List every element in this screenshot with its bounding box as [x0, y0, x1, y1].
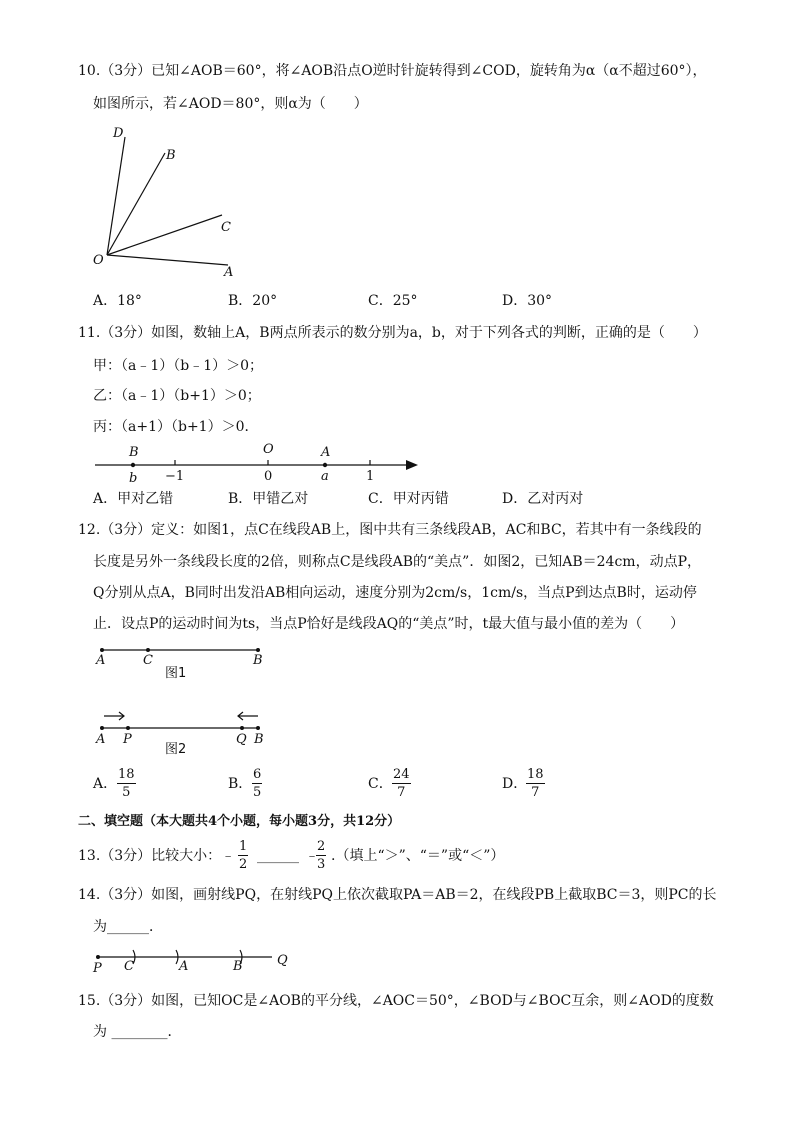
fig2-label-b: B: [254, 732, 264, 747]
q12-option-b-fraction: 6 5: [253, 767, 262, 800]
fig2-caption: 图2: [165, 742, 187, 757]
fig1-caption: 图1: [165, 666, 187, 681]
q14-label-p: P: [93, 961, 102, 976]
fig2-label-p: P: [123, 732, 132, 747]
arc-c: [133, 950, 135, 964]
q10-option-a[interactable]: A．18°: [93, 293, 142, 309]
q15-line1: 15.（3分）如图，已知OC是∠AOB的平分线，∠AOC＝50°，∠BOD与∠BOC互余，则∠AOD的度数: [78, 993, 714, 1009]
q14-label-b: B: [233, 959, 243, 974]
q12-line2: 长度是另外一条线段长度的2倍，则称点C是线段AB的“美点”．如图2，已知AB＝24cm，动点P，: [93, 554, 701, 570]
q13-fraction1: 1 2: [239, 839, 248, 872]
arc-a: [176, 950, 178, 964]
q12-option-a-fraction: 18 5: [118, 767, 135, 800]
q14-label-c: C: [124, 959, 134, 974]
q10-option-d[interactable]: D．30°: [502, 293, 553, 309]
q10-line2: 如图所示，若∠AOD＝80°，则α为（ ）: [93, 96, 368, 112]
arrow-left-icon: [238, 712, 258, 720]
q12-option-b-prefix[interactable]: B．: [228, 776, 253, 792]
axis-tick-minus1: −1: [165, 469, 185, 484]
axis-tick-0: 0: [264, 469, 273, 484]
q15-line2: 为 ________．: [93, 1024, 182, 1040]
axis-label-a-upper: A: [321, 445, 331, 460]
q13-fraction2: 2 3: [317, 839, 326, 872]
q12-line1: 12.（3分）定义：如图1，点C在线段AB上，图中共有三条线段AB，AC和BC，若其中有一条线段的: [78, 522, 702, 538]
q11-option-c[interactable]: C．甲对丙错: [368, 491, 449, 507]
ray-od: [107, 137, 125, 255]
q14-label-a: A: [179, 959, 189, 974]
q13-minus: ﹣: [305, 848, 319, 864]
q12-option-c-fraction: 24 7: [393, 767, 410, 800]
axis-label-b-upper: B: [129, 445, 139, 460]
q14-label-q: Q: [277, 953, 288, 968]
label-o: O: [93, 253, 104, 268]
q11-jia: 甲：（a﹣1）（b﹣1）＞0；: [93, 358, 264, 374]
q12-option-d-prefix[interactable]: D．: [502, 776, 528, 792]
q14-line1: 14.（3分）如图，画射线PQ，在射线PQ上依次截取PA＝AB＝2，在线段PB上截取BC＝3，则PC的长: [78, 887, 717, 903]
axis-label-o: O: [263, 442, 274, 457]
ray-oa: [107, 255, 228, 265]
axis-label-a-lower: a: [321, 469, 329, 484]
q11-option-b[interactable]: B．甲错乙对: [228, 491, 309, 507]
section2-heading: 二、填空题（本大题共4个小题，每小题3分，共12分）: [78, 814, 401, 829]
q11-bing: 丙：（a+1）（b+1）＞0．: [93, 419, 259, 435]
fig2-label-a: A: [96, 732, 106, 747]
ray-oc: [107, 215, 222, 255]
label-d: D: [113, 126, 124, 141]
q11-option-a[interactable]: A．甲对乙错: [93, 491, 174, 507]
q11-yi: 乙：（a﹣1）（b+1）＞0；: [93, 388, 261, 404]
fig1-label-b: B: [253, 653, 263, 668]
q12-option-d-fraction: 18 7: [527, 767, 544, 800]
arc-b: [240, 950, 242, 964]
point-b: [131, 463, 135, 467]
q12-line3: Q分别从点A，B同时出发沿AB相向运动，速度分别为2cm/s，1cm/s，当点P到达点B时，运动停: [93, 585, 697, 601]
q12-option-a-prefix[interactable]: A．: [93, 776, 118, 792]
fig1-label-a: A: [96, 653, 106, 668]
arrow-head: [406, 460, 418, 470]
fig1-label-c: C: [143, 653, 153, 668]
q10-line1: 10.（3分）已知∠AOB＝60°，将∠AOB沿点O逆时针旋转得到∠COD，旋转角为α（α不超过60°），: [78, 63, 707, 79]
q14-line2: 为______．: [93, 919, 163, 935]
label-c: C: [221, 220, 231, 235]
ray-ob: [107, 153, 165, 255]
fig2-label-q: Q: [236, 732, 247, 747]
q10-option-b[interactable]: B．20°: [228, 293, 278, 309]
q12-option-c-prefix[interactable]: C．: [368, 776, 393, 792]
q12-line4: 止．设点P的运动时间为ts，当点P恰好是线段AQ的“美点”时，t最大值与最小值的差为（ ）: [93, 616, 685, 632]
q13-prefix: 13.（3分）比较大小：﹣: [78, 848, 236, 864]
axis-label-b-lower: b: [129, 471, 138, 486]
axis-tick-1: 1: [366, 469, 375, 484]
label-a: A: [224, 265, 234, 280]
q13-blank[interactable]: ______: [257, 848, 299, 864]
q11-line1: 11.（3分）如图，数轴上A，B两点所表示的数分别为a，b，对于下列各式的判断，正确的是（ ）: [78, 325, 707, 341]
point-a: [323, 463, 327, 467]
q11-option-d[interactable]: D．乙对丙对: [502, 491, 584, 507]
label-b: B: [166, 148, 176, 163]
q13-suffix: .（填上“＞”、“＝”或“＜”）: [331, 848, 505, 864]
q10-option-c[interactable]: C．25°: [368, 293, 418, 309]
arrow-right-icon: [104, 712, 124, 720]
